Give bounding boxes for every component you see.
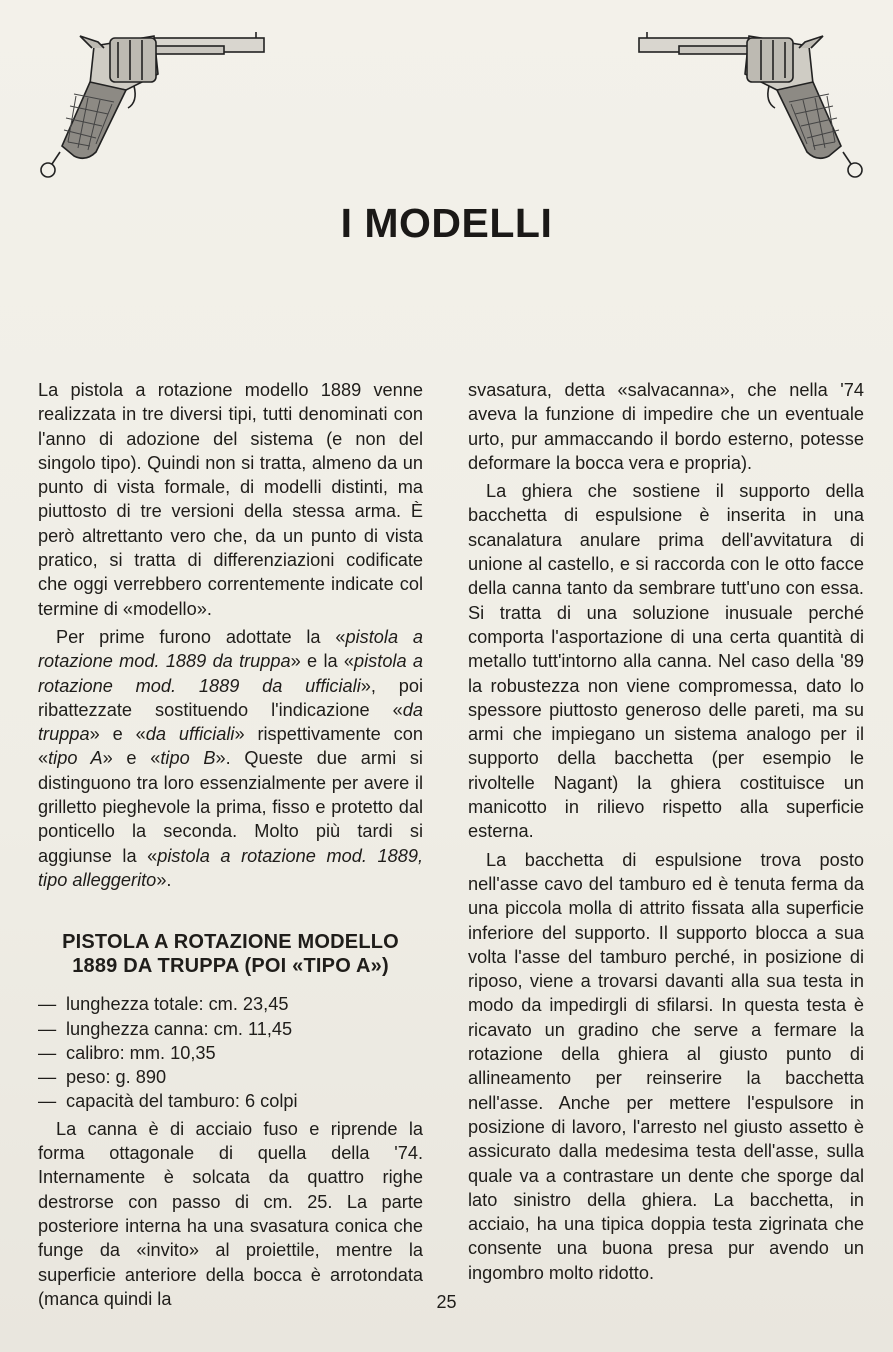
- types-paragraph: Per prime furono adottate la «pistola a rotazione mod. 1889 da truppa» e la «pistola a rotazione mod. 1889 da ufficiali», poi ribattezzate sostituendo l'indicazione «da truppa» e «da ufficiali» rispettivamente con «tipo A» e «tipo B». Queste due armi si distinguono tra loro essenzialmente per avere il grilletto pieghevole la prima, fisso e protetto dal ponticello la seconda. Molto più tardi si aggiunse la «pistola a rotazione mod. 1889, tipo alleggerito».: [38, 626, 423, 890]
- left-column: [38, 378, 423, 1311]
- barrel-paragraph: La canna è di acciaio fuso e riprende la forma ottagonale di quella della '74. Internamente è solcata da quattro righe destrorse con passo di cm. 25. La parte posteriore interna ha una svasatura conica che funge da «invito» al proiettile, mentre la superficie anteriore della bocca è arrotondata (manca quindi la: [38, 1118, 423, 1309]
- right-column: [468, 378, 864, 1285]
- revolver-illustration-right: [633, 24, 869, 184]
- ghiera-paragraph: La ghiera che sostiene il supporto della bacchetta di espulsione è inserita in una scanalatura anulare prima dell'avvitatura di unione al castello, e si raccorda con le otto facce della canna tanto da sembrare tutt'uno con essa. Si tratta di una soluzione inusuale perché comporta l'asportazione di una certa quantità di metallo tutt'intorno alla canna. Nel caso della '89 la robustezza non viene compromessa, dato lo spessore piuttosto generoso delle pareti, ma su armi che impiegano un sistema analogo per il supporto della bacchetta (per esempio le rivoltelle Nagant) la ghiera costituisce un manicotto in rilievo rispetto alla superficie esterna.: [468, 481, 864, 842]
- revolver-illustration-left: [34, 24, 270, 184]
- section-heading: PISTOLA A ROTAZIONE MODELLO 1889 DA TRUPPA (POI «TIPO A»): [62, 931, 399, 978]
- page-number: 25: [436, 1292, 457, 1312]
- spec-item: — peso: g. 890: [38, 1065, 423, 1089]
- continued-paragraph: svasatura, detta «salvacanna», che nella '74 aveva la funzione di impedire che un eventuale urto, pur ammaccando il bordo esterno, potesse deformare la bocca vera e propria).: [468, 380, 864, 473]
- page-title: I MODELLI: [340, 200, 553, 246]
- bacchetta-paragraph: La bacchetta di espulsione trova posto nell'asse cavo del tamburo ed è tenuta ferma da una piccola molla di attrito fissata alla superficie inferiore del supporto. Il supporto blocca a sua volta l'asse del tamburo perché, in posizione di riposo, viene a trovarsi davanti alla sua testa in modo da impedirgli di sfilarsi. In questa testa è ricavato un gradino che serve a fermare la rotazione della ghiera al giusto punto di allineamento per reinserire la bacchetta nell'asse. Anche per mettere l'espulsore in posizione di lavoro, l'arresto nel giusto assetto è assicurato dalla medesima testa dell'asse, sulla quale va a contrastare un dente che sporge dal lato sinistro della ghiera. La bacchetta, in acciaio, ha una tipica doppia testa zigrinata che consente una buona presa pur avendo un ingombro molto ridotto.: [468, 849, 864, 1283]
- intro-paragraph: La pistola a rotazione modello 1889 venne realizzata in tre diversi tipi, tutti denominati con l'anno di adozione del sistema (e non del singolo tipo). Quindi non si tratta, almeno da un punto di vista formale, di modelli distinti, ma piuttosto di tre versioni della stessa arma. È però altrettanto vero che, da un punto di vista pratico, si tratta di differenziazioni codificate che oggi verrebbero correntemente indicate col termine di «modello».: [38, 380, 423, 619]
- spec-item: — calibro: mm. 10,35: [38, 1041, 423, 1065]
- spec-item: — capacità del tamburo: 6 colpi: [38, 1089, 423, 1113]
- spec-list: [38, 992, 423, 1113]
- spec-item: — lunghezza totale: cm. 23,45: [38, 992, 423, 1016]
- spec-item: — lunghezza canna: cm. 11,45: [38, 1017, 423, 1041]
